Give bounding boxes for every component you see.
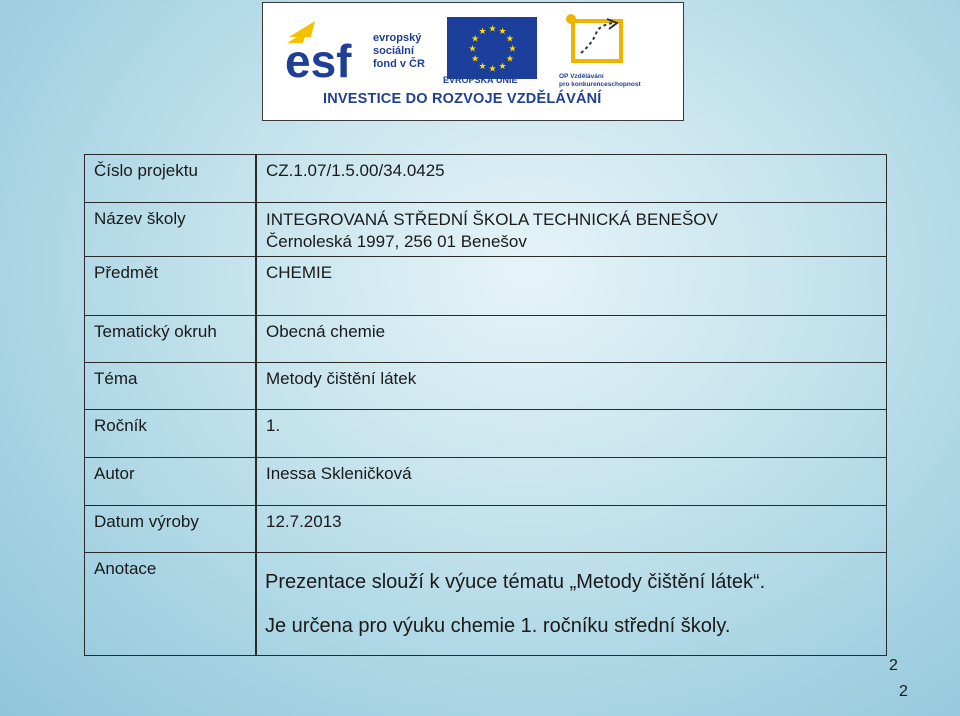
value-tema (256, 362, 887, 410)
value-autor (256, 457, 887, 506)
label-datum-vyroby (84, 505, 256, 553)
label-rocnik (84, 409, 256, 458)
label-cislo-projektu (84, 154, 256, 203)
label-autor (84, 457, 256, 506)
eu-star-icon: ★ (471, 53, 480, 64)
value-anotace (256, 552, 887, 656)
label-nazev-skoly (84, 202, 256, 257)
label-anotace-text: Anotace (94, 559, 157, 578)
label-datum-vyroby-text: Datum výroby (94, 512, 199, 531)
esf-text-line1: evropský (373, 32, 422, 44)
value-cislo-projektu-text: CZ.1.07/1.5.00/34.0425 (266, 161, 445, 180)
eu-star-icon: ★ (488, 63, 497, 74)
value-predmet-text: CHEMIE (266, 263, 333, 282)
value-tema-text: Metody čištění látek (266, 369, 417, 388)
eu-star-icon: ★ (478, 60, 487, 71)
label-autor-text: Autor (94, 464, 135, 483)
value-datum-vyroby (256, 505, 887, 553)
eu-star-icon: ★ (478, 26, 487, 37)
value-rocnik (256, 409, 887, 458)
op-logo-icon (563, 13, 635, 71)
anotace-line2: Je určena pro výuku chemie 1. ročníku střední školy. (265, 615, 731, 637)
eu-flag-icon (447, 17, 537, 79)
eu-star-icon: ★ (508, 43, 517, 54)
value-cislo-projektu (256, 154, 887, 203)
label-predmet (84, 256, 256, 316)
value-nazev-skoly-line1: INTEGROVANÁ STŘEDNÍ ŠKOLA TECHNICKÁ BENEŠOV (266, 210, 718, 229)
eu-star-icon: ★ (498, 60, 507, 71)
anotace-line1: Prezentace slouží k výuce tématu „Metody čištění látek“. (265, 571, 766, 593)
eu-label: EVROPSKÁ UNIE (443, 75, 518, 85)
label-tematicky-okruh (84, 315, 256, 363)
label-nazev-skoly-text: Název školy (94, 209, 186, 228)
eu-star-icon: ★ (471, 33, 480, 44)
logo-banner (262, 2, 684, 121)
eu-star-icon: ★ (498, 26, 507, 37)
value-datum-vyroby-text: 12.7.2013 (266, 512, 342, 531)
value-tematicky-okruh-text: Obecná chemie (266, 322, 386, 341)
logo-footer-text: INVESTICE DO ROZVOJE VZDĚLÁVÁNÍ (323, 91, 602, 107)
value-predmet (256, 256, 887, 316)
esf-text-line2: sociální (373, 45, 414, 57)
eu-star-icon: ★ (505, 33, 514, 44)
label-predmet-text: Předmět (94, 263, 159, 282)
label-rocnik-text: Ročník (94, 416, 147, 435)
op-text (559, 73, 641, 89)
esf-text-line3: fond v ČR (373, 58, 425, 70)
value-tematicky-okruh (256, 315, 887, 363)
op-text-line2: pro konkurenceschopnost (559, 81, 641, 88)
svg-text:esf: esf (285, 35, 352, 81)
eu-star-icon: ★ (468, 43, 477, 54)
value-nazev-skoly (256, 202, 887, 257)
value-nazev-skoly-line2: Černoleská 1997, 256 01 Benešov (266, 232, 527, 251)
page-number-2: 2 (899, 683, 908, 700)
label-cislo-projektu-text: Číslo projektu (94, 161, 198, 180)
op-text-line1: OP Vzdělávání (559, 73, 604, 80)
label-tematicky-okruh-text: Tematický okruh (94, 322, 217, 341)
value-autor-text: Inessa Skleničková (266, 464, 412, 483)
eu-star-icon: ★ (488, 23, 497, 34)
value-rocnik-text: 1. (266, 416, 281, 435)
label-anotace (84, 552, 256, 656)
label-tema (84, 362, 256, 410)
esf-logo-icon (285, 17, 375, 81)
page-number-1: 2 (889, 657, 898, 674)
eu-star-icon: ★ (505, 53, 514, 64)
label-tema-text: Téma (94, 369, 138, 388)
